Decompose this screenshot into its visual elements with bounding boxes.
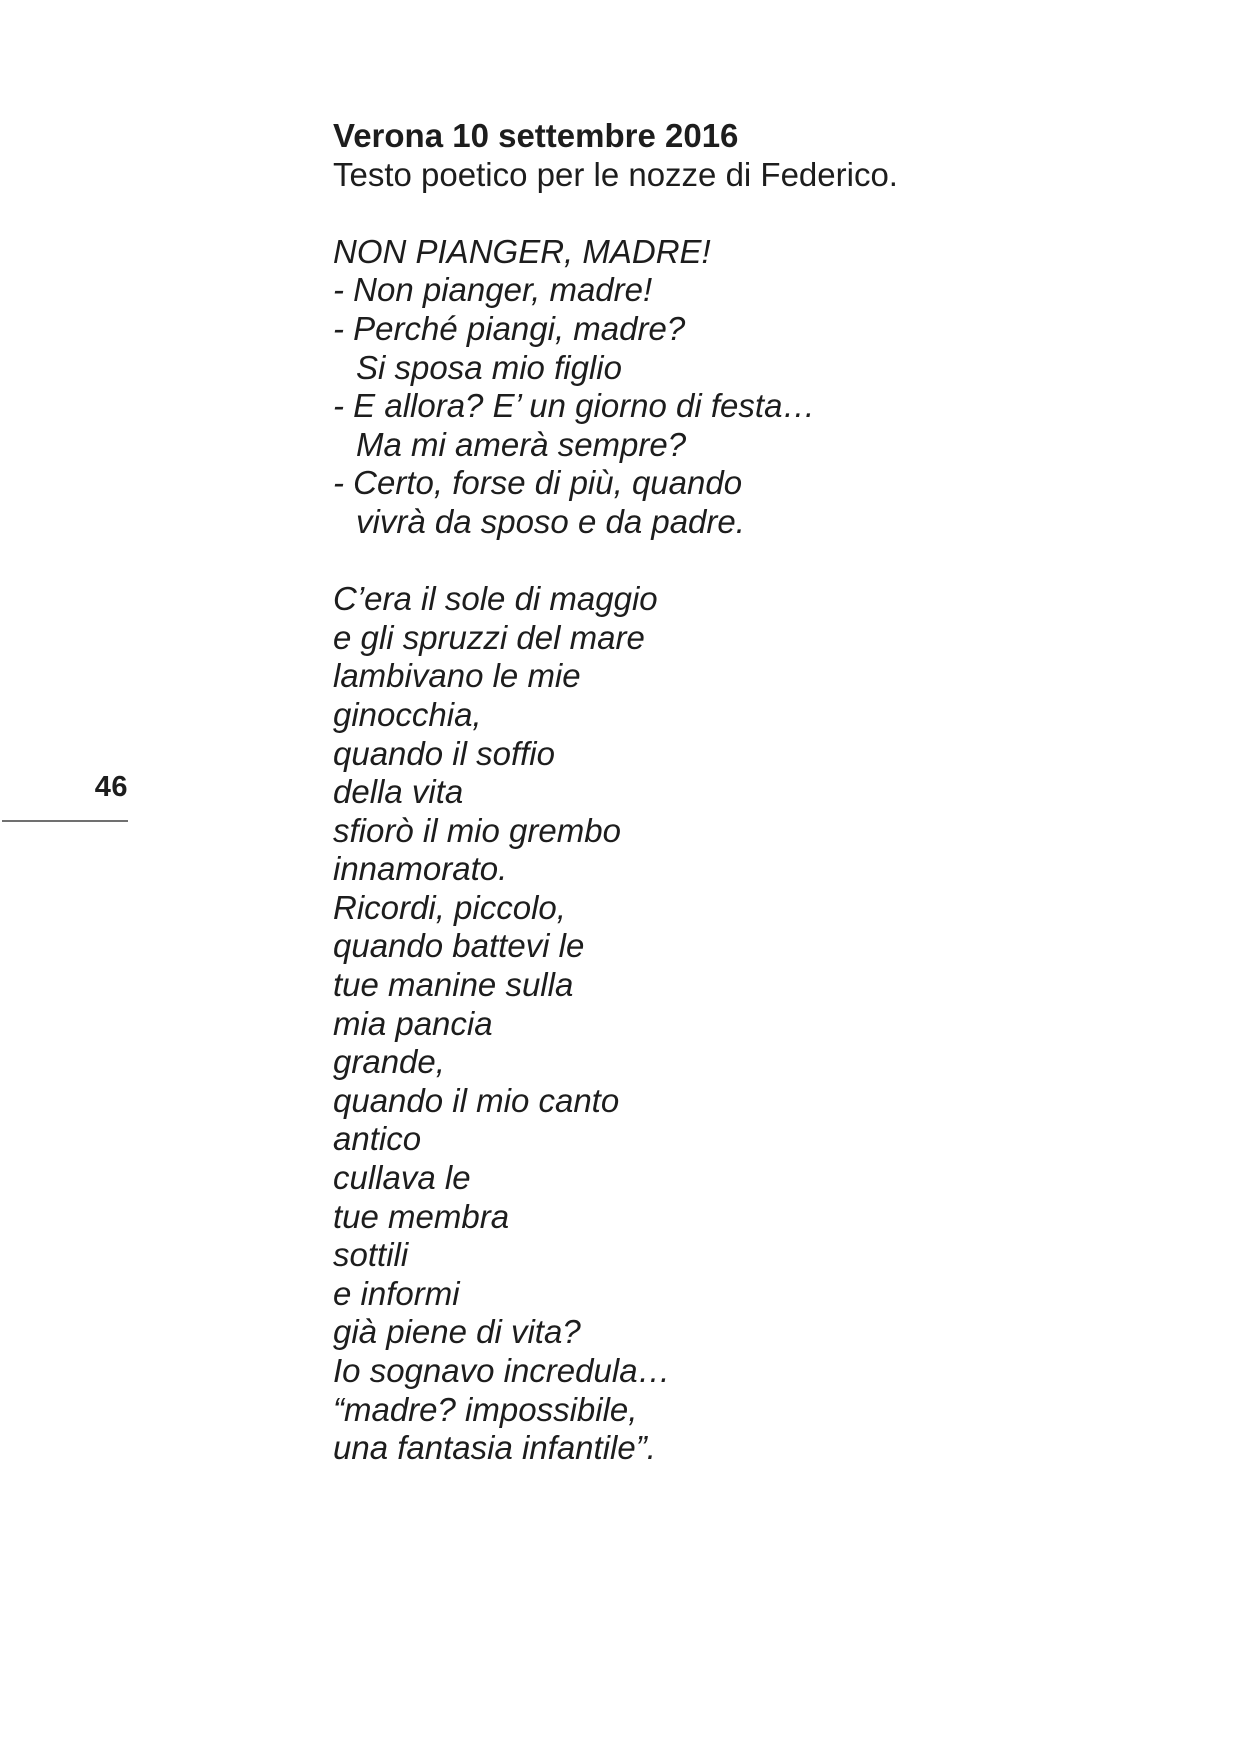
page-number-rule: [2, 820, 128, 822]
poem-line: cullava le: [333, 1159, 471, 1197]
poem-stanza-2: [333, 580, 898, 1468]
poem-line: tue manine sulla: [333, 966, 574, 1004]
poem-stanza-1: [333, 271, 898, 541]
poem-line: Si sposa mio figlio: [356, 348, 622, 386]
poem: [333, 233, 898, 1468]
page-content: [333, 117, 898, 1468]
poem-line: sottili: [333, 1236, 409, 1274]
poem-line: vivrà da sposo e da padre.: [356, 502, 745, 540]
document-date-title: Verona 10 settembre 2016: [333, 117, 739, 154]
poem-line: quando battevi le: [333, 927, 585, 965]
poem-line: Ricordi, piccolo,: [333, 888, 566, 926]
poem-line: Ma mi amerà sempre?: [356, 425, 687, 463]
poem-line: e informi: [333, 1274, 460, 1312]
poem-line: e gli spruzzi del mare: [333, 618, 645, 656]
poem-line: C’era il sole di maggio: [333, 580, 658, 618]
poem-line: mia pancia: [333, 1004, 493, 1042]
poem-line: quando il mio canto: [333, 1081, 620, 1119]
poem-line: “madre? impossibile,: [333, 1390, 638, 1428]
poem-title: NON PIANGER, MADRE!: [333, 232, 711, 270]
poem-line: - Non pianger, madre!: [333, 271, 653, 309]
poem-line: ginocchia,: [333, 695, 482, 733]
page-number: 46: [94, 771, 128, 803]
document-subtitle: Testo poetico per le nozze di Federico.: [333, 155, 898, 193]
poem-line: Io sognavo incredula…: [333, 1352, 671, 1389]
poem-line: antico: [333, 1120, 422, 1158]
poem-line: - E allora? E’ un giorno di festa…: [333, 387, 816, 425]
poem-line: una fantasia infantile”.: [333, 1429, 656, 1467]
poem-line: innamorato.: [333, 850, 508, 888]
poem-line: - Certo, forse di più, quando: [333, 464, 743, 502]
poem-line: - Perché piangi, madre?: [333, 309, 686, 347]
poem-line: già piene di vita?: [333, 1313, 581, 1351]
poem-line: lambivano le mie: [333, 657, 581, 695]
poem-line: della vita: [333, 773, 464, 811]
poem-line: tue membra: [333, 1197, 510, 1235]
poem-line: sfiorò il mio grembo: [333, 811, 621, 849]
poem-line: quando il soffio: [333, 734, 555, 772]
poem-line: grande,: [333, 1043, 445, 1081]
